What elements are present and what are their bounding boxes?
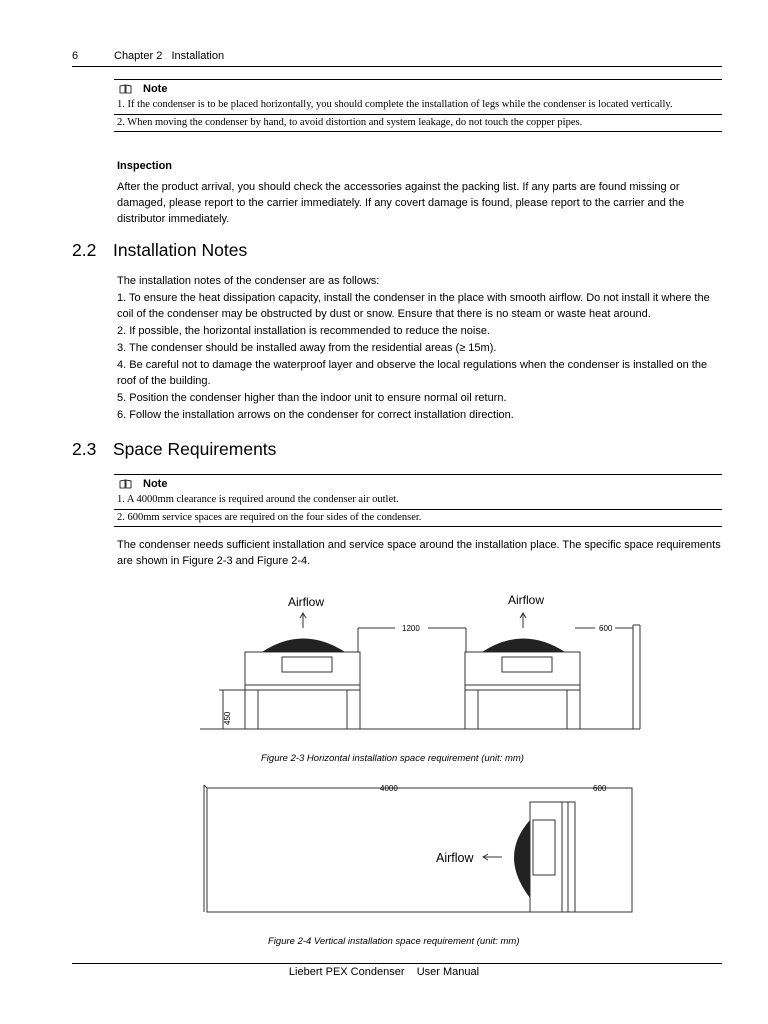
note-heading [114,80,722,97]
list-intro: The installation notes of the condenser are as follows: [117,275,380,287]
figure-2-4-caption: Figure 2-4 Vertical installation space requirement (unit: mm) [268,936,520,947]
section-heading-2-2 [72,240,247,261]
note-label: Note [143,477,168,490]
figure-2-4-diagram [200,780,640,918]
book-icon [119,84,132,94]
figure-2-3-caption: Figure 2-3 Horizontal installation space requirement (unit: mm) [261,753,524,764]
footer-text: Liebert PEX Condenser User Manual [288,966,480,978]
inspection-heading: Inspection [117,160,173,172]
list-item: 1. To ensure the heat dissipation capacity, install the condenser in the place with smooth airflow. Do not install it where the coil of the condenser may be obstructed by dust or snow. Ensure that there is no steam or waste heat around. [117,292,710,320]
page-number: 6 [72,50,79,62]
note-label: Note [143,82,168,95]
space-requirements-paragraph: The condenser needs sufficient installation and service space around the installation place. The specific space requirements are shown in Figure 2-3 and Figure 2-4. [117,539,721,567]
dimension-label: 1200 [402,624,420,633]
list-item: 5. Position the condenser higher than the indoor unit to ensure normal oil return. [117,392,507,404]
chapter-title: Chapter 2 Installation [114,50,225,62]
airflow-label: Airflow [508,593,545,607]
note-item: 2. When moving the condenser by hand, to avoid distortion and system leakage, do not touch the copper pipes. [114,114,722,130]
note-heading [114,475,722,492]
airflow-label: Airflow [436,851,474,865]
figure-2-3-diagram [190,580,650,735]
list-item: 4. Be careful not to damage the waterproof layer and observe the local regulations when the condenser is installed on the roof of the building. [117,359,708,387]
section-title: Installation Notes [113,240,248,260]
inspection-paragraph: After the product arrival, you should check the accessories against the packing list. If any parts are found missing or damaged, please report to the carrier immediately. If any covert damage is found, please report to the carrier and the distributor immediately. [117,181,685,225]
dimension-label: 600 [599,624,613,633]
list-item: 6. Follow the installation arrows on the condenser for correct installation direction. [117,409,514,421]
note-item: 1. A 4000mm clearance is required around the condenser air outlet. [117,494,399,505]
dimension-label: 600 [593,784,607,793]
list-item: 2. If possible, the horizontal installation is recommended to reduce the noise. [117,325,490,337]
note-item: 1. If the condenser is to be placed horizontally, you should complete the installation of legs while the condenser is located vertically. [117,99,673,110]
list-item: 3. The condenser should be installed away from the residential areas (≥ 15m). [117,342,497,354]
footer-rule [72,963,722,964]
note-item: 2. 600mm service spaces are required on the four sides of the condenser. [114,509,722,525]
note-box-1 [114,79,722,132]
section-number: 2.2 [72,240,97,260]
section-heading-2-3 [72,439,276,460]
airflow-label: Airflow [288,595,325,609]
section-number: 2.3 [72,439,97,459]
book-icon [119,479,132,489]
section-title: Space Requirements [113,439,277,459]
header-rule [72,66,722,67]
dimension-label: 4000 [380,784,398,793]
note-box-2 [114,474,722,527]
installation-notes-list [117,273,725,424]
dimension-label: 450 [223,711,232,725]
